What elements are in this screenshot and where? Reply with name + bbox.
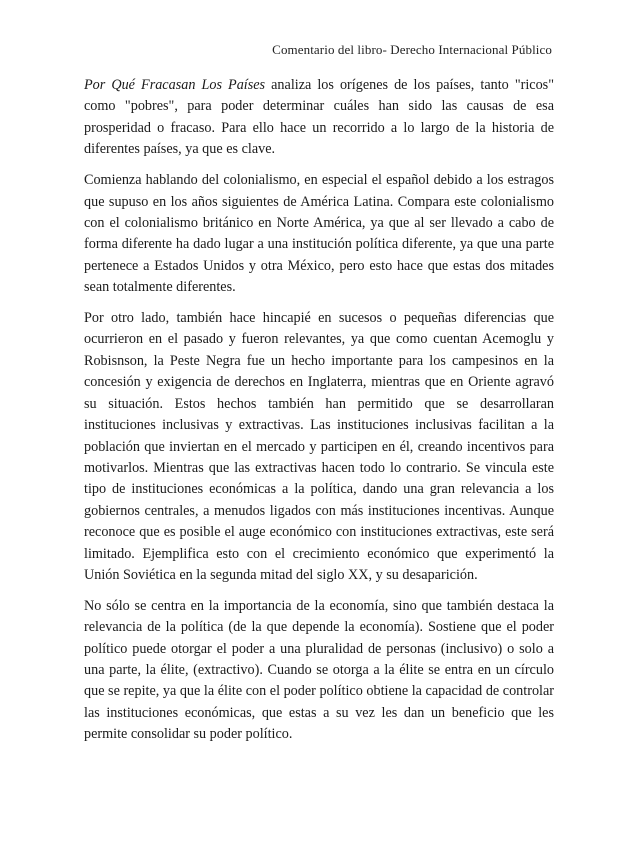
paragraph-4: No sólo se centra en la importancia de la economía, sino que también destaca la relevancia de la política (de la que depende la economía). Sostiene que el poder político puede otorgar el poder a una pluralidad de personas (inclusivo) o solo a una parte, la élite, (extractivo). Cuando se otorga a la élite se entra en un círculo que se repite, ya que la élite con el poder político obtiene la capacidad de controlar las instituciones económicas, que estas a su vez les dan un beneficio que les permite consolidar su poder político. [84, 597, 554, 743]
paragraph-1-text: analiza los orígenes de los países, tanto "ricos" como "pobres", para poder determinar cuáles han sido las causas de esa prosperidad o fracaso. Para ello hace un recorrido a lo largo de la historia de diferentes países, ya que es clave. [84, 77, 554, 158]
paragraph-2: Comienza hablando del colonialismo, en especial el español debido a los estragos que supuso en los años siguientes de América Latina. Compara este colonialismo con el colonialismo británico en Norte América, ya que al ser llevado a cabo de forma diferente ha dado lugar a una institución política diferente, ya que una parte pertenece a Estados Unidos y otra México, pero esto hace que estas dos mitades sean totalmente diferentes. [84, 172, 554, 296]
paragraph-1 [84, 75, 554, 161]
page-header: Comentario del libro- Derecho Internacional Público [272, 42, 552, 57]
book-title: Por Qué Fracasan Los Países [84, 77, 266, 93]
document-body [84, 75, 554, 755]
paragraph-3: Por otro lado, también hace hincapié en sucesos o pequeñas diferencias que ocurrieron en el pasado y fueron relevantes, ya que como cuentan Acemoglu y Robisnson, la Peste Negra fue un hecho importante para los campesinos en la concesión y exigencia de derechos en Inglaterra, mientras que en Oriente agravó su situación. Estos hechos también han permitido que se desarrollaran instituciones inclusivas y extractivas. Las instituciones inclusivas facilitan a la población que inviertan en el mercado y participen en él, creando incentivos para motivarlos. Mientras que las extractivas hacen todo lo contrario. Se vincula este tipo de instituciones económicas a la política, dando una gran relevancia a los gobiernos centrales, a menudos ligados con más instituciones incentivas. Aunque reconoce que es posible el auge económico con instituciones extractivas, este será limitado. Ejemplifica esto con el crecimiento económico que experimentó la Unión Soviética en la segunda mitad del siglo XX, y su desaparición. [84, 310, 554, 583]
